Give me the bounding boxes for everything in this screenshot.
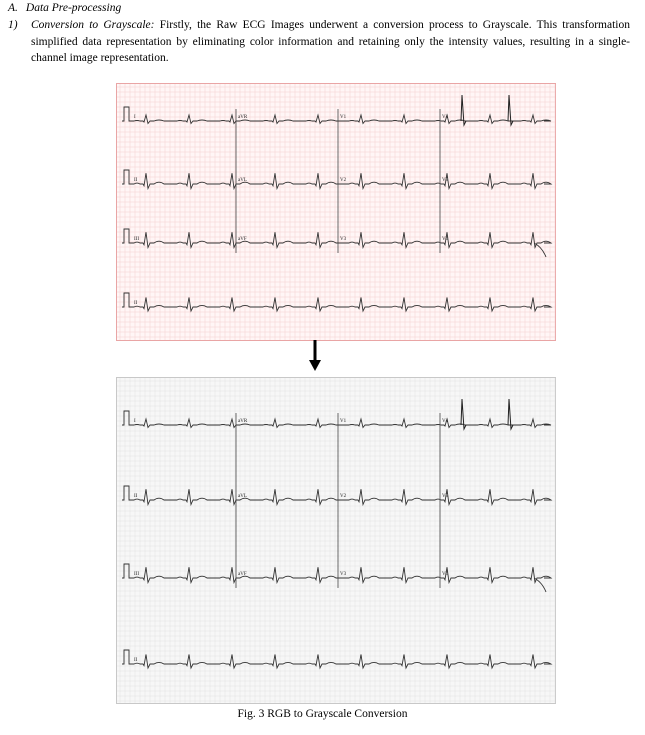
lead-label: II [134, 494, 138, 499]
lead-label: I [134, 115, 136, 120]
lead-label: V5 [442, 178, 449, 183]
down-arrow-icon [308, 340, 322, 372]
lead-label: II [134, 658, 138, 663]
lead-label: V6 [442, 237, 449, 242]
lead-label: III [134, 237, 139, 242]
paragraph-number: 1) [8, 19, 18, 31]
lead-label: V4 [442, 115, 449, 120]
paragraph [8, 17, 630, 67]
paragraph-body [31, 17, 630, 67]
figure-caption: Fig. 3 RGB to Grayscale Conversion [237, 708, 408, 720]
rgb-ecg-image [116, 83, 556, 341]
paragraph-title: Conversion to Grayscale: [31, 19, 155, 31]
section-title: Data Pre-processing [25, 2, 122, 14]
lead-label: V5 [442, 494, 449, 499]
lead-label: II [134, 301, 138, 306]
lead-label: aVF [238, 237, 247, 242]
section-label: A. [8, 2, 18, 14]
lead-label: V1 [340, 115, 347, 120]
paragraph-text: Firstly, the Raw ECG Images underwent a conversion process to Grayscale. This transformation simplified data representation by eliminating color information and retaining only the intensity values, resulting in a single-channel image representation. [31, 19, 631, 64]
grayscale-ecg-plot [116, 377, 556, 704]
lead-label: V2 [340, 178, 347, 183]
rgb-ecg-plot [116, 83, 556, 341]
lead-label: aVR [238, 115, 248, 120]
lead-label: V3 [340, 572, 347, 577]
lead-label: V4 [442, 419, 449, 424]
lead-label: aVR [238, 419, 248, 424]
lead-label: aVL [238, 178, 247, 183]
lead-label: V2 [340, 494, 347, 499]
grayscale-ecg-image [116, 377, 556, 704]
lead-label: III [134, 572, 139, 577]
lead-label: aVF [238, 572, 247, 577]
lead-label: II [134, 178, 138, 183]
lead-label: V3 [340, 237, 347, 242]
lead-label: V6 [442, 572, 449, 577]
lead-label: aVL [238, 494, 247, 499]
lead-label: V1 [340, 419, 347, 424]
lead-label: I [134, 419, 136, 424]
section-heading [8, 2, 121, 14]
